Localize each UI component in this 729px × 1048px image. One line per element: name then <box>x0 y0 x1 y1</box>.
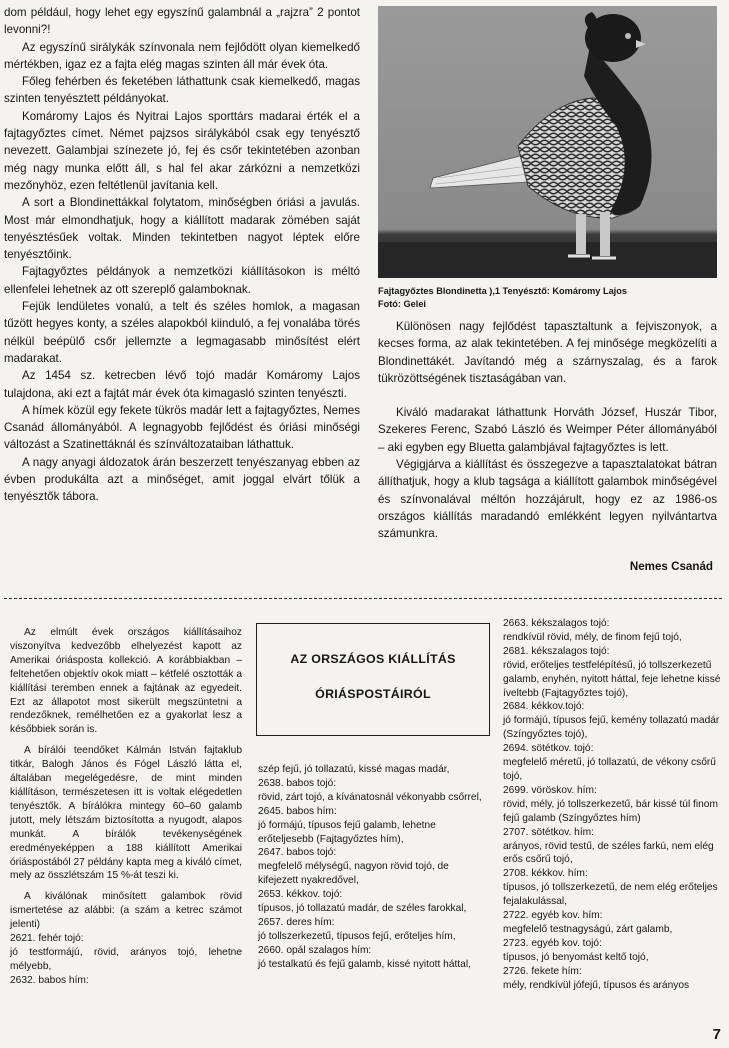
pigeon-illustration <box>378 6 717 278</box>
paragraph: A hímek közül egy fekete tükrös madár lett a fajtagyőztes, Nemes Csanád állományából. A legnagyobb fejlődést és óriási minőségi változást a Szatinettáknál és színváltozataiban láthattuk. <box>4 403 360 452</box>
lower-column-2 <box>258 763 490 972</box>
author-signature: Nemes Csanád <box>629 560 713 573</box>
photo-caption <box>378 285 717 311</box>
list-item: 2645. babos hím: <box>258 805 337 817</box>
paragraph: A bírálói teendőket Kálmán István fajtaklub titkár, Balogh János és Fógel László látta el, általában megelégedésre, de mint minden kiállításon, természetesen itt is voltak elégedetlen tenyésztők. A bírálókra mintegy 60–60 galamb jutott, mely létszám biztosította a nyugodt, alapos munkát. A bírálók tevékenységének eredményeképpen a 188 kiállított Amerikai óriáspostából 27 példány kapta meg a kiváló címet, mely az összlétszám 15 %-át teszi ki. <box>10 745 242 882</box>
list-item: 2632. babos hím: <box>10 974 89 986</box>
list-item: 2681. kékszalagos tojó: <box>503 645 610 657</box>
paragraph: Az elmúlt évek országos kiállításaihoz viszonyítva kedvezőbb elhelyezést kapott az Amerikai óriásposta kollekció. A korábbiakban – feltehetően objektív okok miatt – kétfelé osztották a kiállítási teremben ennek a fajtának az egyedeit. Ezt az állapotot most sikerült megszüntetni a rendezőknek, remélhetően ez a gyakorlat lesz a későbbiek során is. <box>10 627 242 736</box>
caption-line: Fajtagyőztes Blondinetta ),1 Tenyésztő: Komáromy Lajos <box>378 286 627 296</box>
pigeon-photo <box>378 6 717 278</box>
list-item: 2660. opál szalagos hím: <box>258 944 372 956</box>
list-item: 2708. kékkov. hím: <box>503 868 588 880</box>
article-title: AZ ORSZÁGOS KIÁLLÍTÁS <box>290 652 456 666</box>
list-item: 2663. kékszalagos tojó: <box>503 618 610 629</box>
list-item: 2684. kékkov.tojó: <box>503 701 585 713</box>
paragraph: Az 1454 sz. ketrecben lévő tojó madár Komáromy Lajos tulajdona, aki ezt a fajtát már évek óta kimagasló szinten tenyészti. <box>4 369 360 400</box>
list-item: típusos, jó benyomást keltő tojó, <box>503 951 649 963</box>
list-item: rendkívül rövid, mély, de finom fejű tojó, <box>503 631 682 643</box>
paragraph: A sort a Blondinettákkal folytatom, minőségben óriási a javulás. Most már elmondhatjuk, hogy a kiállított madarak zömében saját tenyésztésűek voltak. Minden tekintetben nagyot léptek előre tenyésztőink. <box>4 196 360 262</box>
article-title-box <box>256 623 490 736</box>
list-item: típusos, jó tollazatú madár, de széles farokkal, <box>258 903 467 915</box>
list-item: 2657. deres hím: <box>258 916 335 928</box>
list-item: megfelelő mélységű, nagyon rövid tojó, de kifejezett nyakredővel, <box>258 861 449 887</box>
list-item: 2694. sötétkov. tojó: <box>503 743 594 755</box>
caption-credit: Fotó: Gelei <box>378 299 426 309</box>
paragraph: A nagy anyagi áldozatok árán beszerzett tenyészanyag ebben az évben produkálta azt a minőséget, amit joggal elvárt tőlük a tenyésztők tábora. <box>4 455 360 504</box>
list-item: szép fejű, jó tollazatú, kissé magas madár, <box>258 764 450 775</box>
section-divider <box>4 598 722 599</box>
list-item: 2647. babos tojó: <box>258 847 337 859</box>
right-article-column <box>378 318 717 543</box>
paragraph: Végigjárva a kiállítást és összegezve a tapasztalatokat bátran állíthatjuk, hogy a klub tagsága a kiállított galambok minőségével és színvonalával méltón hozzájárult, hogy ez az 1986-os országos kiállítás maradandó emlékként legyen nyilvántartva számunkra. <box>378 458 717 541</box>
paragraph: Fajtagyőztes példányok a nemzetközi kiállításokon is méltó ellenfelei lehetnek az ott szereplő galamboknak. <box>4 265 360 296</box>
list-item: 2707. sötétkov. hím: <box>503 826 594 838</box>
list-item: jó formájú, típusos fejű galamb, lehetne erőteljesebb (Fajtagyőztes hím), <box>258 819 436 845</box>
list-item: arányos, rövid testű, de széles farkú, nem elég erős csőrű tojó, <box>503 840 714 866</box>
page-number: 7 <box>712 1026 721 1043</box>
list-item: 2638. babos tojó: <box>258 777 337 789</box>
list-item: 2723. egyéb kov. tojó: <box>503 937 602 949</box>
list-item: rövid, erőteljes testfelépítésű, jó tollszerkezetű galamb, enyhén, nyitott háttal, feje lehetne kissé íveltebb (Fajtagyőztes tojó), <box>503 659 721 699</box>
upper-article-column <box>4 4 360 506</box>
paragraph: Kiváló madarakat láthattunk Horváth József, Huszár Tibor, Szekeres Ferenc, Szabó László és Weimper Péter állományából – aki egyben egy Bluetta galambjával fajtagyőztes is lett. <box>378 406 717 454</box>
paragraph: A kiválónak minősített galambok rövid ismertetése az alábbi: (a szám a ketrec számot jelenti) <box>10 891 242 931</box>
list-item: jó testalkatú és fejű galamb, kissé nyitott háttal, <box>258 958 471 970</box>
list-item: jó formájú, típusos fejű, kemény tollazatú madár (Színgyőztes tojó), <box>503 715 720 741</box>
article-subtitle: ÓRIÁSPOSTÁIRÓL <box>315 687 431 701</box>
list-item: 2653. kékkov. tojó: <box>258 889 343 901</box>
lower-column-3 <box>503 617 725 992</box>
paragraph: Az egyszínű sirálykák színvonala nem fejlődött olyan kiemelkedő mértékben, igaz ez a fajta elég magas szinten áll már évek óta. <box>4 40 360 71</box>
list-item: jó tollszerkezetű, típusos fejű, erőteljes hím, <box>258 930 456 942</box>
paragraph: dom például, hogy lehet egy egyszínű galambnál a „rajzra” 2 pontot levonni?! <box>4 6 360 37</box>
list-item: jó testformájú, rövid, arányos tojó, lehetne mélyebb, <box>10 946 242 972</box>
paragraph: Komáromy Lajos és Nyitrai Lajos sporttárs madarai érték el a fajtagyőztes címet. Német pajzsos sirálykából csak egy tenyésztő nevezett. Galambjai színezete jó, fej és csőr tekintetében azonban még nagy munka előtt áll, s hal fel akar zárkózni a nemzetközi mezőnyhöz, ezen feltétlenül javítania kell. <box>4 109 360 192</box>
paragraph: Fejük lendületes vonalú, a telt és széles homlok, a magasan tűzött hegyes konty, a széles alapokból kiinduló, a fej vonalába törés nélkül beépülő csőr jellemzte a legmagasabb minősítést elért madarakat. <box>4 300 360 365</box>
list-item: 2699. vöröskov. hím: <box>503 784 597 796</box>
lower-column-1 <box>10 626 242 988</box>
list-item: mély, rendkívül jófejű, típusos és arányos <box>503 979 690 991</box>
paragraph: Főleg fehérben és feketében láthattunk csak kiemelkedő, magas szinten tenyésztett példányokat. <box>4 75 360 106</box>
list-item: 2726. fekete hím: <box>503 965 582 977</box>
list-item: 2722. egyéb kov. hím: <box>503 910 603 922</box>
list-item: rövid, mély, jó tollszerkezetű, bár kissé túl finom fejű galamb (Színgyőztes hím) <box>503 798 718 824</box>
list-item: típusos, jó tollszerkezetű, de nem elég erőteljes fejalakulással, <box>503 882 718 908</box>
list-item: megfelelő testnagyságú, zárt galamb, <box>503 923 673 935</box>
paragraph: Különösen nagy fejlődést tapasztaltunk a fejviszonyok, a kecses forma, az alak tekintetében. A fej minősége megközelíti a Blondinettákét. Javítandó még a szárnyszalag, és a farok tükrözöttségének tisztaságában van. <box>378 320 717 385</box>
list-item: 2621. fehér tojó: <box>10 933 84 945</box>
list-item: megfelelő méretű, jó tollazatú, de vékony csőrű tojó, <box>503 757 716 782</box>
list-item: rövid, zárt tojó, a kívánatosnál vékonyabb csőrrel, <box>258 791 482 803</box>
